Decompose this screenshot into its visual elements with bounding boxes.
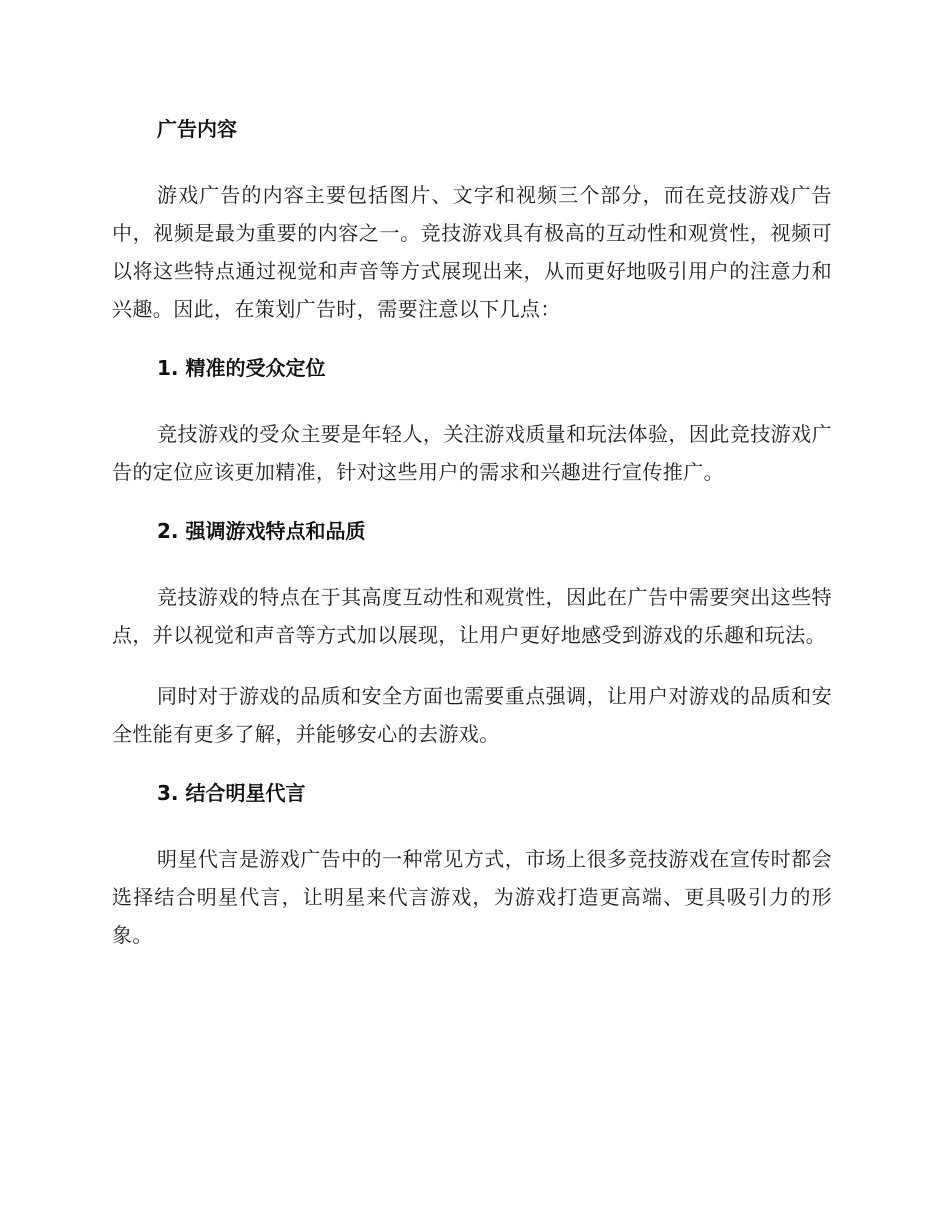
paragraph: 游戏广告的内容主要包括图片、文字和视频三个部分，而在竞技游戏广告中，视频是最为重要的内容之一。竞技游戏具有极高的互动性和观赏性，视频可以将这些特点通过视觉和声音等方式展现出来，从而更好地吸引用户的注意力和兴趣。因此，在策划广告时，需要注意以下几点： (112, 183, 832, 321)
paragraph: 竞技游戏的特点在于其高度互动性和观赏性，因此在广告中需要突出这些特点，并以视觉和声音等方式加以展现，让用户更好地感受到游戏的乐趣和玩法。 (112, 585, 832, 647)
document-page (112, 112, 832, 954)
section-audience-targeting (112, 351, 832, 491)
section-heading: 3. 结合明星代言 (157, 781, 306, 805)
section-heading: 广告内容 (157, 117, 237, 141)
section-ad-content (112, 112, 832, 328)
paragraph: 竞技游戏的受众主要是年轻人，关注游戏质量和玩法体验，因此竞技游戏广告的定位应该更加精准，针对这些用户的需求和兴趣进行宣传推广。 (112, 422, 832, 484)
paragraph: 同时对于游戏的品质和安全方面也需要重点强调，让用户对游戏的品质和安全性能有更多了解，并能够安心的去游戏。 (112, 684, 832, 746)
paragraph: 明星代言是游戏广告中的一种常见方式，市场上很多竞技游戏在宣传时都会选择结合明星代言，让明星来代言游戏，为游戏打造更高端、更具吸引力的形象。 (112, 847, 832, 947)
section-game-features (112, 514, 832, 753)
section-heading: 1. 精准的受众定位 (157, 356, 326, 380)
section-heading: 2. 强调游戏特点和品质 (157, 519, 366, 543)
section-celebrity-endorsement (112, 776, 832, 954)
